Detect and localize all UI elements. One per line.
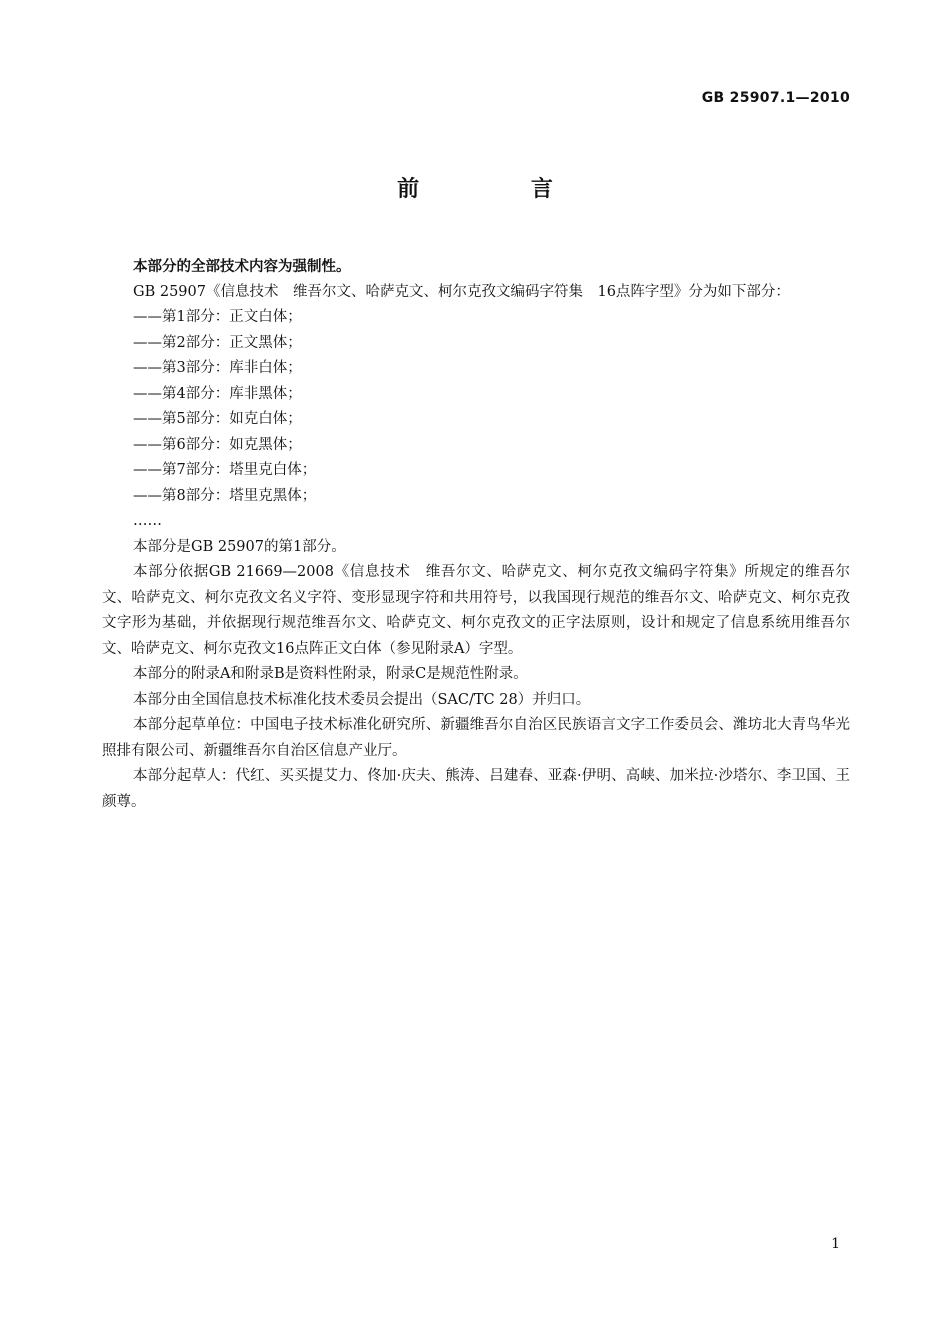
parts-intro: GB 25907《信息技术 维吾尔文、哈萨克文、柯尔克孜文编码字符集 16点阵字型》分为如下部分：: [133, 283, 790, 300]
part-list-item: ——第8部分：塔里克黑体；: [133, 487, 317, 504]
drafting-units-paragraph: 本部分起草单位：中国电子技术标准化研究所、新疆维吾尔自治区民族语言文字工作委员会、潍坊北大青鸟华光照排有限公司、新疆维吾尔自治区信息产业厅。: [102, 717, 850, 759]
part-list-item: ——第2部分：正文黑体；: [133, 334, 302, 351]
page-number: 1: [831, 1236, 840, 1252]
part-list-item: ——第7部分：塔里克白体；: [133, 462, 317, 478]
standard-number: GB 25907.1—2010: [701, 90, 850, 106]
part-list-item: ——第4部分：库非黑体；: [133, 385, 302, 402]
foreword-body: [102, 254, 850, 815]
drafters-paragraph: 本部分起草人：代红、买买提艾力、佟加·庆夫、熊涛、吕建春、亚森·伊明、高峡、加米拉·沙塔尔、李卫国、王颜尊。: [102, 768, 850, 810]
part-list-item: ——第3部分：库非白体；: [133, 360, 302, 376]
part-list-item: ——第1部分：正文白体；: [133, 309, 302, 325]
annex-paragraph: 本部分的附录A和附录B是资料性附录，附录C是规范性附录。: [133, 666, 528, 682]
part-statement: 本部分是GB 25907的第1部分。: [133, 538, 346, 555]
basis-paragraph: 本部分依据GB 21669—2008《信息技术 维吾尔文、哈萨克文、柯尔克孜文编码字符集》所规定的维吾尔文、哈萨克文、柯尔克孜文名义字符、变形显现字符和共用符号，以我国现行规范的维吾尔文、哈萨克文、柯尔克孜文字形为基础，并依据现行规范维吾尔文、哈萨克文、柯尔克孜文的正字法原则，设计和规定了信息系统用维吾尔文、哈萨克文、柯尔克孜文16点阵正文白体（参见附录A）字型。: [102, 564, 850, 657]
part-list-item: ——第6部分：如克黑体；: [133, 436, 302, 453]
page-title: 前 言: [397, 177, 605, 202]
part-list-item: ——第5部分：如克白体；: [133, 411, 302, 427]
proposer-paragraph: 本部分由全国信息技术标准化技术委员会提出（SAC/TC 28）并归口。: [133, 691, 591, 708]
ellipsis: ……: [133, 513, 162, 529]
mandatory-statement: 本部分的全部技术内容为强制性。: [133, 258, 351, 275]
